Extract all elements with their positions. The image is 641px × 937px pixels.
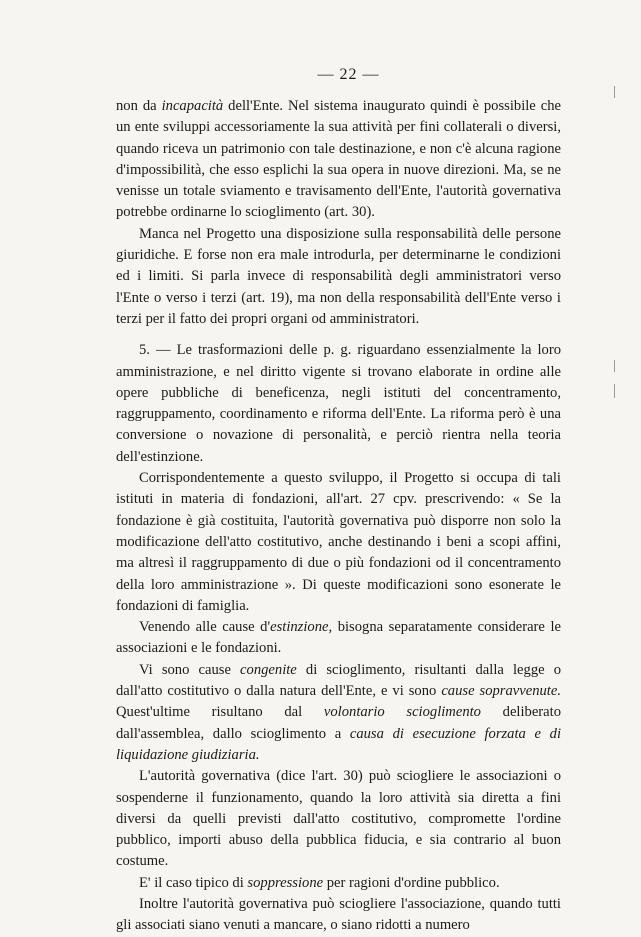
text-segment: Corrispondentemente a questo sviluppo, il Progetto si occupa di tali istituti in materia di fondazioni, all'art. 27 cpv. prescrivendo: « Se la fondazione è già costituita, l'autorità governativa può disporre non solo la modificazione dell'atto costitutivo, anche destinando i beni a scopi affini, ma altresì il raggruppamento di due o più fondazioni od il concentramento della loro amministrazione ». Di queste modificazioni sono esonerate le fondazioni di famiglia. [116,470,561,614]
paragraph-p3 [116,340,561,468]
paragraph-p7 [116,766,561,872]
paragraph-p2 [116,224,561,330]
text-segment: Vi sono cause [139,661,241,678]
text-segment: deliberato dall'assemblea, dallo scioglimento a [116,704,561,742]
italic-text: cause sopravvenute. [441,683,561,700]
paragraph-p4 [116,468,561,617]
paragraph-p8 [116,873,561,894]
margin-mark-1 [614,86,615,98]
margin-mark-2 [614,360,615,372]
italic-text: incapacità [161,98,224,114]
text-segment: di scioglimento, risultanti dalla legge o dall'atto costitutivo o dalla natura dell'Ente, e vi sono [116,661,561,700]
page-number: — 22 — [317,66,380,83]
text-segment: non da [116,98,162,114]
text-segment: Venendo alle cause d' [139,619,271,636]
italic-text: congenite [240,661,297,678]
text-segment: Inoltre l'autorità governativa può sciogliere l'associazione, quando tutti gli associati siano venuti a mancare, o siano ridotti a numero [116,895,561,934]
text-segment: Manca nel Progetto una disposizione sulla responsabilità delle persone giuridiche. E forse non era male introdurla, per determinarne le condizioni ed i limiti. Si parla invece di responsabilità degli amministratori verso l'Ente o verso i terzi (art. 19), ma non della responsabilità dell'Ente verso i terzi per il fatto dei propri organi od amministratori. [116,225,561,327]
paragraph-p6 [116,660,561,766]
text-segment: E' il caso tipico di [139,874,248,891]
text-segment: per ragioni d'ordine pubblico. [323,874,500,891]
text-segment: bisogna separatamente considerare le associazioni e le fondazioni. [116,619,561,657]
paragraph-p9 [116,894,561,937]
paragraph-p5 [116,617,561,660]
text-body [116,96,561,937]
text-segment: Quest'ultime risultano dal [116,704,324,721]
italic-text: causa di esecuzione forzata e di liquidazione giudiziaria. [116,725,561,763]
italic-text: soppressione [247,874,324,891]
text-segment: L'autorità governativa (dice l'art. 30) può sciogliere le associazioni o sospenderne il funzionamento, quando la loro attività sia diretta a fini diversi da quelli previsti dall'atto costitutivo, compromette l'ordine pubblico, importi abuso della pubblica fiducia, e sia contrario al buon costume. [116,768,561,870]
italic-text: estinzione, [270,619,333,636]
text-segment: 5. — Le trasformazioni delle p. g. riguardano essenzialmente la loro amministrazione, e nel diritto vigente si trovano elaborate in ordine alle opere pubbliche di beneficenza, negli istituti del concentramento, raggruppamento, coordinamento e riforma dell'Ente. La riforma però è una conversione o novazione di personalità, e perciò rientra nella teoria dell'estinzione. [116,342,561,465]
text-segment: dell'Ente. Nel sistema inaugurato quindi è possibile che un ente sviluppi accessoriamente la sua attività per fini collaterali o diversi, quando riceva un patrimonio con tale destinazione, e non c'è alcuna ragione d'impossibilità, che esso esplichi la sua opera in nuove direzioni. Ma, se ne venisse un totale sviamento e travisamento dell'Ente, l'autorità governativa potrebbe ordinarne lo scioglimento (art. 30). [116,98,561,221]
italic-text: volontario scioglimento [323,704,481,721]
margin-mark-3 [614,384,615,398]
paragraph-p1 [116,96,561,224]
